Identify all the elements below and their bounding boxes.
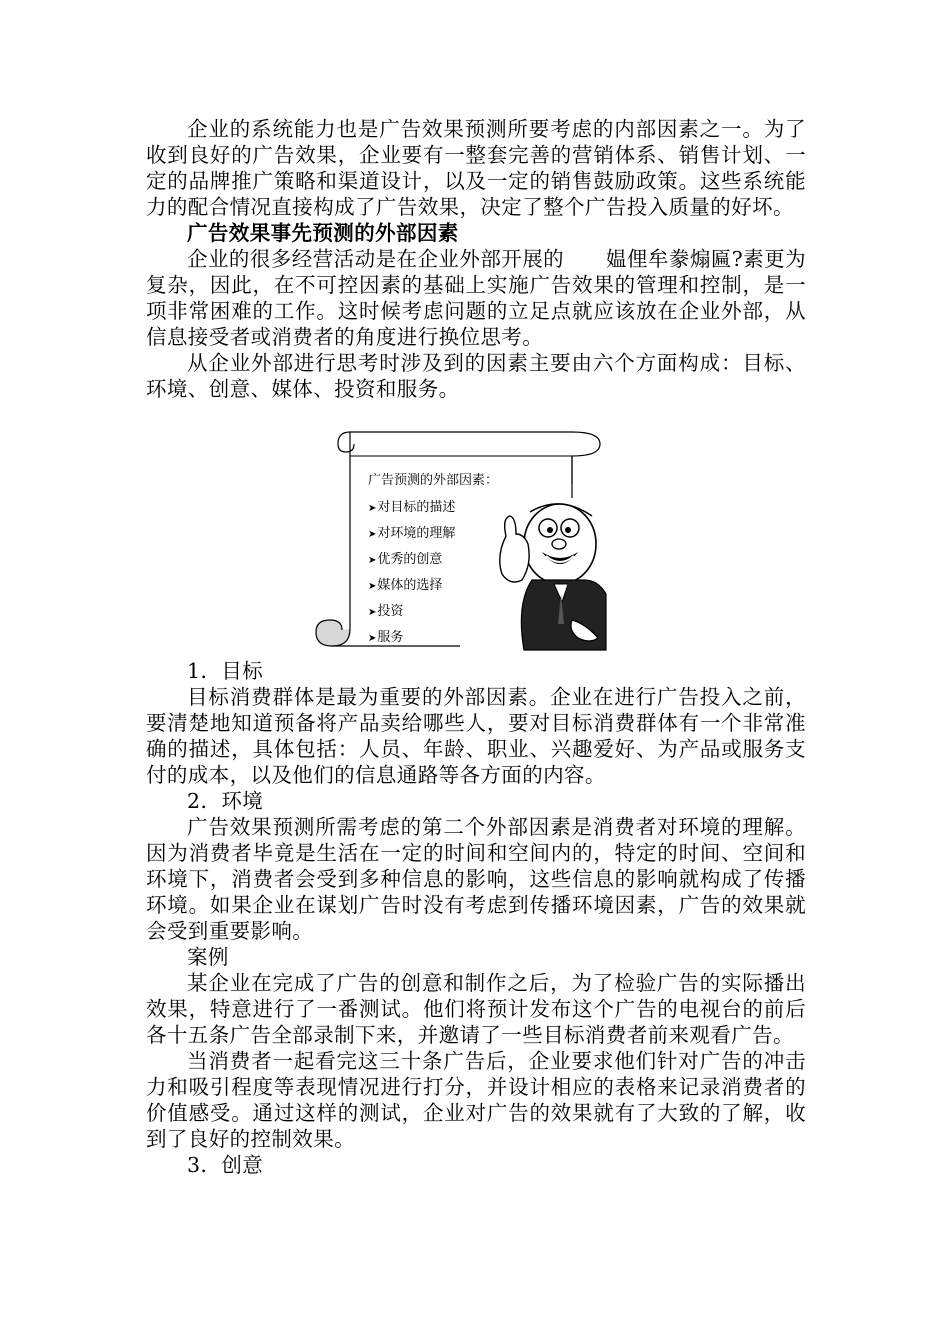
section-heading-external-factors: 广告效果事先预测的外部因素 bbox=[187, 221, 459, 245]
scroll-item: ➤ 媒体的选择 bbox=[368, 573, 498, 599]
subheading-target: 1．目标 bbox=[187, 659, 264, 683]
scroll-item: ➤ 对环境的理解 bbox=[368, 521, 498, 547]
paragraph-case-2: 当消费者一起看完这三十条广告后，企业要求他们针对广告的冲击力和吸引程度等表现情况进行打分，并设计相应的表格来记录消费者的价值感受。通过这样的测试，企业对广告的效果就有了大致的了解，收到了良好的控制效果。 bbox=[146, 1049, 806, 1151]
section-intro bbox=[146, 116, 806, 402]
section-factors bbox=[146, 658, 806, 1178]
paragraph-case-1: 某企业在完成了广告的创意和制作之后，为了检验广告的实际播出效果，特意进行了一番测试。他们将预计发布这个广告的电视台的前后各十五条广告全部录制下来，并邀请了一些目标消费者前来观看广告。 bbox=[146, 971, 806, 1047]
paragraph-six-factors: 从企业外部进行思考时涉及到的因素主要由六个方面构成：目标、环境、创意、媒体、投资和服务。 bbox=[146, 351, 806, 401]
scroll-item: ➤ 服务 bbox=[368, 625, 498, 651]
scroll-figure bbox=[310, 424, 610, 656]
subheading-environment: 2．环境 bbox=[187, 789, 264, 813]
scroll-item: ➤ 对目标的描述 bbox=[368, 495, 498, 521]
scroll-title: 广告预测的外部因素： bbox=[368, 473, 499, 488]
case-label: 案例 bbox=[187, 945, 229, 969]
paragraph-system-capability: 企业的系统能力也是广告效果预测所要考虑的内部因素之一。为了收到良好的广告效果，企业要有一整套完善的营销体系、销售计划、一定的品牌推广策略和渠道设计，以及一定的销售鼓励政策。这些系统能力的配合情况直接构成了广告效果，决定了整个广告投入质量的好坏。 bbox=[146, 117, 806, 219]
subheading-creative: 3．创意 bbox=[187, 1153, 264, 1177]
paragraph-external-activities: 企业的很多经营活动是在企业外部开展的 媪俚牟豢煽匾?素更为复杂，因此，在不可控因素的基础上实施广告效果的管理和控制，是一项非常困难的工作。这时候考虑问题的立足点就应该放在企业外部，从信息接受者或消费者的角度进行换位思考。 bbox=[146, 247, 806, 349]
cartoon-man-icon bbox=[500, 504, 606, 650]
scroll-item: ➤ 优秀的创意 bbox=[368, 547, 498, 573]
scroll-item: ➤ 投资 bbox=[368, 599, 498, 625]
paragraph-target: 目标消费群体是最为重要的外部因素。企业在进行广告投入之前，要清楚地知道预备将产品卖给哪些人，要对目标消费群体有一个非常准确的描述，具体包括：人员、年龄、职业、兴趣爱好、为产品或服务支付的成本，以及他们的信息通路等各方面的内容。 bbox=[146, 685, 806, 787]
scroll-text bbox=[368, 468, 498, 651]
paragraph-environment: 广告效果预测所需考虑的第二个外部因素是消费者对环境的理解。因为消费者毕竟是生活在一定的时间和空间内的，特定的时间、空间和环境下，消费者会受到多种信息的影响，这些信息的影响就构成了传播环境。如果企业在谋划广告时没有考虑到传播环境因素，广告的效果就会受到重要影响。 bbox=[146, 815, 806, 943]
